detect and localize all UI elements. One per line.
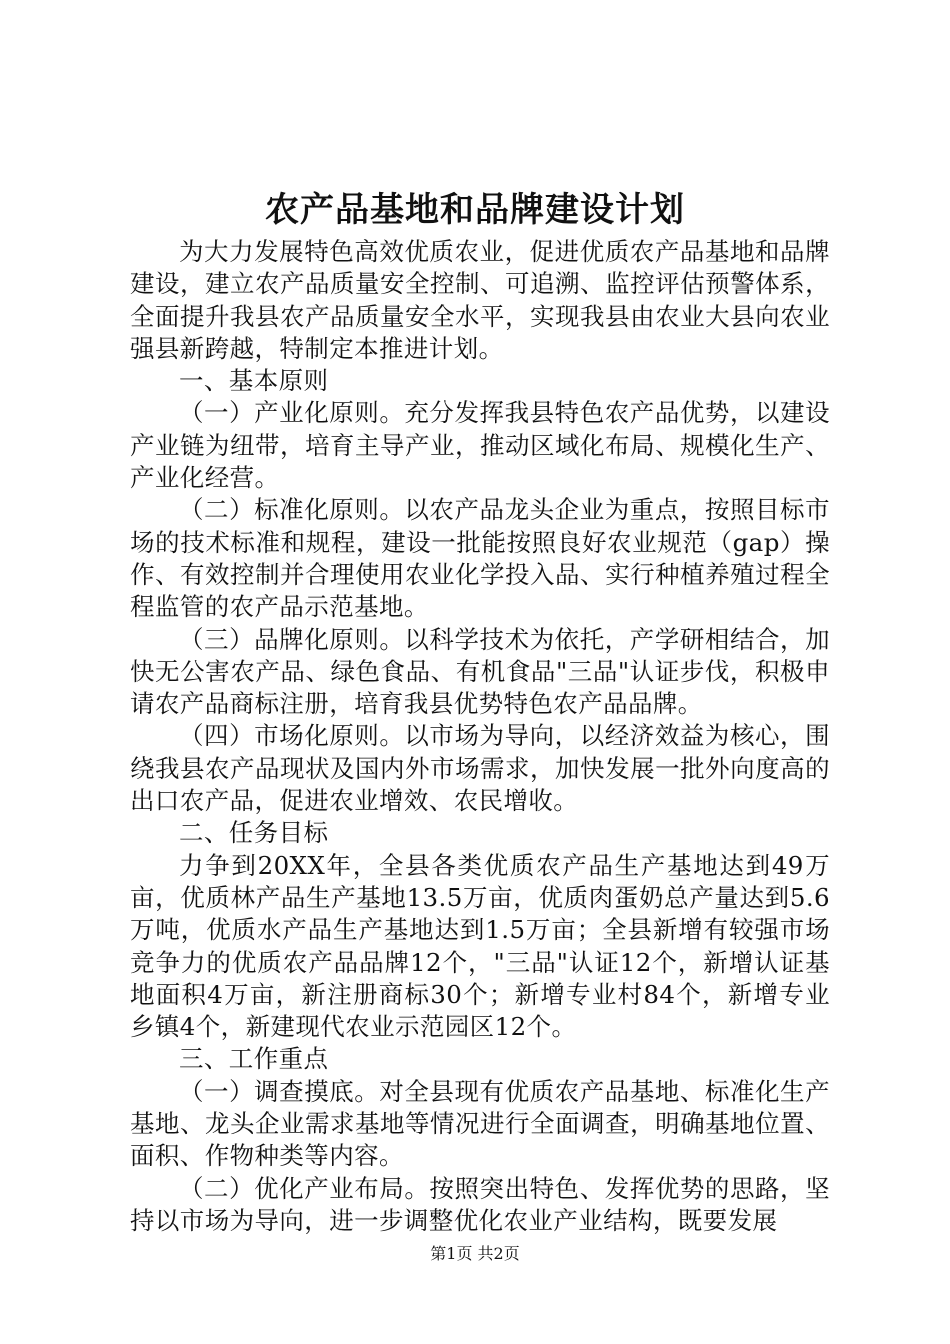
document-body: [130, 236, 830, 1237]
page-footer: 第1页 共2页: [430, 1244, 520, 1263]
focus-layout: （二）优化产业布局。按照突出特色、发挥优势的思路，坚持以市场为导向，进一步调整优化农业产业结构，既要发展: [130, 1173, 830, 1235]
intro-paragraph: 为大力发展特色高效优质农业，促进优质农产品基地和品牌建设，建立农产品质量安全控制、可追溯、监控评估预警体系，全面提升我县农产品质量安全水平，实现我县由农业大县向农业强县新跨越，特制定本推进计划。: [130, 237, 830, 363]
section-heading-focus: 三、工作重点: [179, 1044, 329, 1074]
principle-marketization: （四）市场化原则。以市场为导向，以经济效益为核心，围绕我县农产品现状及国内外市场需求，加快发展一批外向度高的出口农产品，促进农业增效、农民增收。: [130, 721, 830, 816]
principle-standardization: （二）标准化原则。以农产品龙头企业为重点，按照目标市场的技术标准和规程，建设一批能按照良好农业规范（gap）操作、有效控制并合理使用农业化学投入品、实行种植养殖过程全程监管的农产品示范基地。: [130, 495, 830, 622]
principle-branding: （三）品牌化原则。以科学技术为依托，产学研相结合，加快无公害农产品、绿色食品、有机食品"三品"认证步伐，积极申请农产品商标注册，培育我县优势特色农产品品牌。: [130, 624, 830, 719]
focus-survey: （一）调查摸底。对全县现有优质农产品基地、标准化生产基地、龙头企业需求基地等情况进行全面调查，明确基地位置、面积、作物种类等内容。: [130, 1076, 830, 1171]
principle-industrialization: （一）产业化原则。充分发挥我县特色农产品优势，以建设产业链为纽带，培育主导产业，推动区域化布局、规模化生产、产业化经营。: [130, 398, 830, 493]
document-title: 农产品基地和品牌建设计划: [265, 190, 685, 230]
goals-paragraph: 力争到20XX年，全县各类优质农产品生产基地达到49万亩，优质林产品生产基地13.5万亩，优质肉蛋奶总产量达到5.6万吨，优质水产品生产基地达到1.5万亩；全县新增有较强市场竞争力的优质农产品品牌12个，"三品"认证12个，新增认证基地面积4万亩，新注册商标30个；新增专业村84个，新增专业乡镇4个，新建现代农业示范园区12个。: [130, 850, 830, 1042]
section-heading-goals: 二、任务目标: [179, 818, 329, 848]
section-heading-principles: 一、基本原则: [179, 366, 329, 396]
